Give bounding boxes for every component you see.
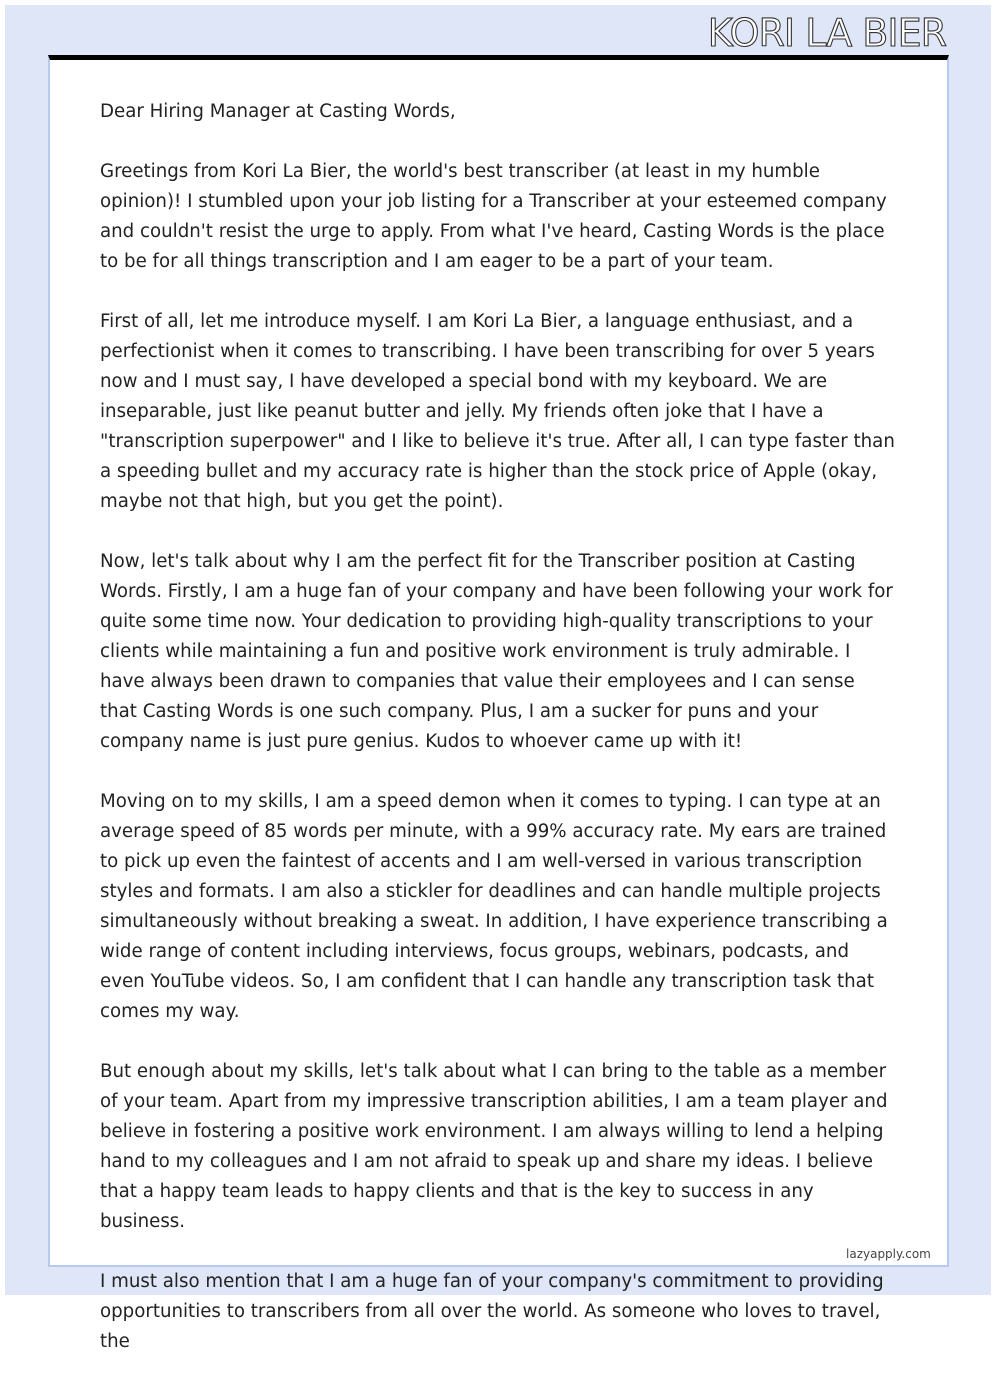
- salutation: Dear Hiring Manager at Casting Words,: [100, 101, 456, 122]
- cover-letter-body: [100, 97, 896, 1387]
- paragraph-introduction: First of all, let me introduce myself. I am Kori La Bier, a language enthusiast, and a perfectionist when it comes to transcribing. I have been transcribing for over 5 years now and I must say, I have developed a special bond with my keyboard. We are inseparable, just like peanut butter and jelly. My friends often joke that I have a "transcription superpower" and I like to believe it's true. After all, I can type faster than a speeding bullet and my accuracy rate is higher than the stock price of Apple (okay, maybe not that high, but you get the point).: [100, 311, 895, 512]
- paragraph-greeting: Greetings from Kori La Bier, the world's best transcriber (at least in my humble opinion)! I stumbled upon your job listing for a Transcriber at your esteemed company and couldn't resist the urge to apply. From what I've heard, Casting Words is the place to be for all things transcription and I am eager to be a part of your team.: [100, 161, 887, 272]
- paragraph-global-commitment: I must also mention that I am a huge fan of your company's commitment to providing opportunities to transcribers from all over the world. As someone who loves to travel, the: [100, 1271, 884, 1352]
- paragraph-skills: Moving on to my skills, I am a speed demon when it comes to typing. I can type at an average speed of 85 words per minute, with a 99% accuracy rate. My ears are trained to pick up even the faintest of accents and I am well-versed in various transcription styles and formats. I am also a stickler for deadlines and can handle multiple projects simultaneously without breaking a sweat. In addition, I have experience transcribing a wide range of content including interviews, focus groups, webinars, podcasts, and even YouTube videos. So, I am confident that I can handle any transcription task that comes my way.: [100, 791, 888, 1022]
- watermark-link: lazyapply.com: [846, 1247, 931, 1261]
- paragraph-team: But enough about my skills, let's talk about what I can bring to the table as a member of your team. Apart from my impressive transcription abilities, I am a team player and believe in fostering a positive work environment. I am always willing to lend a helping hand to my colleagues and I am not afraid to speak up and share my ideas. I believe that a happy team leads to happy clients and that is the key to success in any business.: [100, 1061, 888, 1232]
- paragraph-fit: Now, let's talk about why I am the perfect fit for the Transcriber position at Casting Words. Firstly, I am a huge fan of your company and have been following your work for quite some time now. Your dedication to providing high-quality transcriptions to your clients while maintaining a fun and positive work environment is truly admirable. I have always been drawn to companies that value their employees and I can sense that Casting Words is one such company. Plus, I am a sucker for puns and your company name is just pure genius. Kudos to whoever came up with it!: [100, 551, 893, 752]
- applicant-name-header: KORI LA BIER: [707, 11, 946, 55]
